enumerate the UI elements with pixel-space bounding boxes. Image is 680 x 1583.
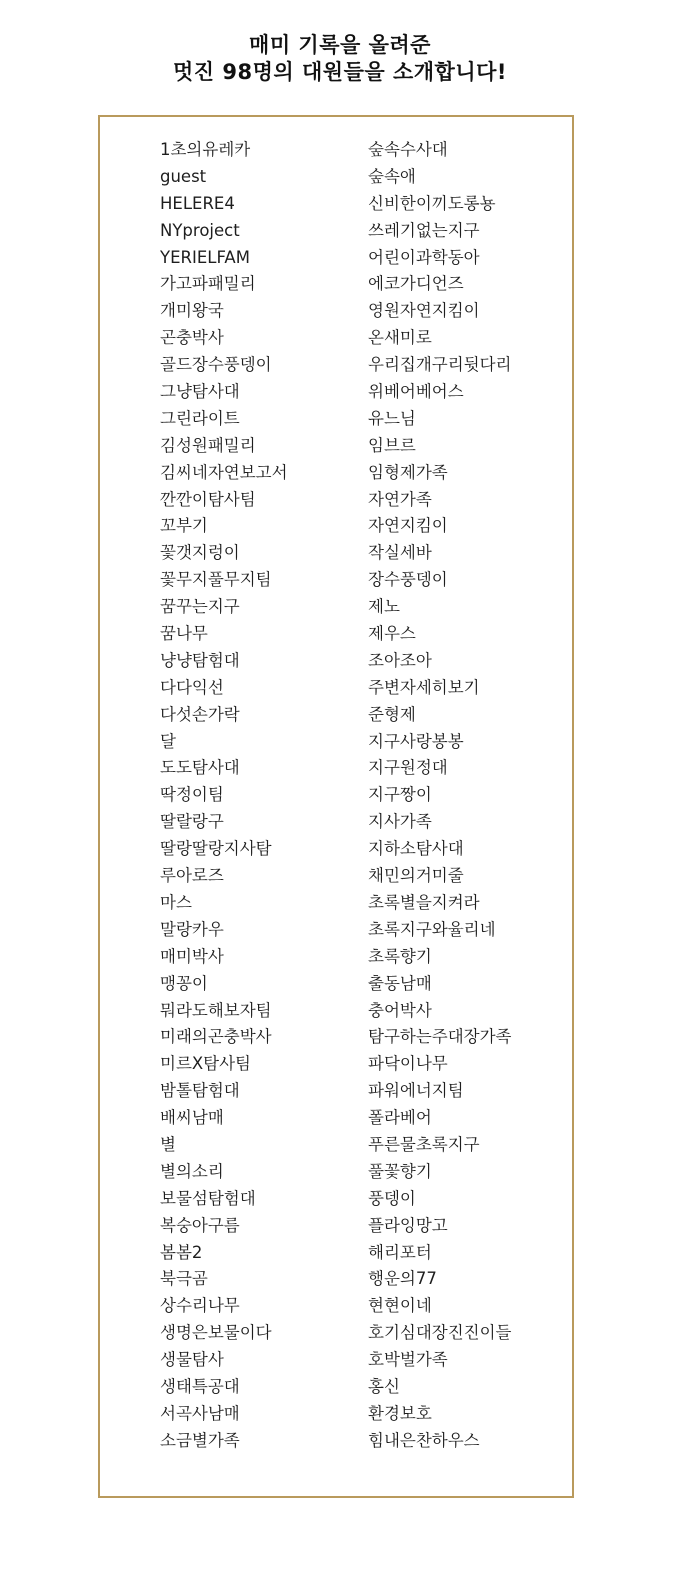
member-name: 생물탐사 — [160, 1350, 224, 1370]
member-name: 해리포터 — [368, 1242, 432, 1262]
member-name: 작실세바 — [368, 543, 432, 563]
member-name: guest — [160, 166, 207, 186]
member-name: 복숭아구름 — [160, 1215, 240, 1235]
member-name: 꽃갯지렁이 — [160, 543, 240, 563]
member-name: 탐구하는주대장가족 — [368, 1027, 512, 1047]
member-name: 마스 — [160, 892, 192, 912]
member-name: 플라잉망고 — [368, 1215, 448, 1235]
member-name: 김성원패밀리 — [160, 435, 256, 455]
member-name: 매미박사 — [160, 946, 224, 966]
member-name: 뭐라도해보자팀 — [160, 1000, 272, 1020]
member-name: 홍신 — [368, 1376, 400, 1396]
member-name: 지하소탐사대 — [368, 839, 464, 859]
member-name: NYproject — [160, 220, 240, 240]
member-name: 달 — [160, 731, 176, 751]
member-name: 배씨남매 — [160, 1108, 224, 1128]
member-name: 유느님 — [368, 408, 416, 428]
member-name: 지구원정대 — [368, 758, 448, 778]
member-name: 지구짱이 — [368, 785, 432, 805]
member-name: 어린이과학동아 — [368, 247, 480, 267]
member-name: 파닥이나무 — [368, 1054, 448, 1074]
member-name: 그냥탐사대 — [160, 382, 240, 402]
member-name: 힘내은찬하우스 — [368, 1430, 480, 1450]
member-name: 미래의곤충박사 — [160, 1027, 272, 1047]
member-name: 제노 — [368, 597, 400, 617]
member-name: 자연지킴이 — [368, 516, 448, 536]
member-name: 냥냥탐험대 — [160, 650, 240, 670]
heading-line-1: 매미 기록을 올려준 — [249, 33, 431, 57]
member-name: 환경보호 — [368, 1403, 432, 1423]
member-name: 깐깐이탐사팀 — [160, 489, 256, 509]
member-name: 에코가디언즈 — [368, 274, 464, 294]
member-name: 밤톨탐험대 — [160, 1081, 240, 1101]
member-name: 말랑카우 — [160, 919, 224, 939]
member-name: 딱정이팀 — [160, 785, 224, 805]
member-list-left-column — [160, 137, 288, 1455]
member-name: 푸른물초록지구 — [368, 1134, 480, 1154]
member-name: 출동남매 — [368, 973, 432, 993]
member-name: 온새미로 — [368, 328, 432, 348]
member-name: 곤충박사 — [160, 328, 224, 348]
member-list-frame — [98, 115, 574, 1498]
member-name: 다다익선 — [160, 677, 224, 697]
member-name: 위베어베어스 — [368, 382, 464, 402]
member-name: YERIELFAM — [160, 247, 250, 267]
member-name: 생태특공대 — [160, 1376, 240, 1396]
member-name: 다섯손가락 — [160, 704, 240, 724]
member-name: 북극곰 — [160, 1269, 208, 1289]
member-name: 호박벌가족 — [368, 1350, 448, 1370]
page-heading — [0, 32, 680, 86]
member-list-right-column — [368, 137, 511, 1455]
member-name: 임형제가족 — [368, 462, 448, 482]
member-name: 준형제 — [368, 704, 416, 724]
member-name: 보물섬탐험대 — [160, 1188, 256, 1208]
member-name: 별의소리 — [160, 1161, 224, 1181]
member-name: 꽃무지풀무지팀 — [160, 570, 272, 590]
member-name: 초록별을지켜라 — [368, 892, 480, 912]
member-name: 생명은보물이다 — [160, 1323, 272, 1343]
member-name: 초록지구와율리네 — [368, 919, 496, 939]
member-name: 봄봄2 — [160, 1242, 203, 1262]
member-name: 임브르 — [368, 435, 416, 455]
member-name: 딸랑딸랑지사탐 — [160, 839, 272, 859]
member-name: 숲속수사대 — [368, 140, 448, 159]
member-name: 영원자연지킴이 — [368, 301, 480, 321]
member-name: HELERE4 — [160, 193, 235, 213]
member-name: 신비한이끼도롱뇽 — [368, 193, 496, 213]
member-name: 호기심대장진진이들 — [368, 1323, 512, 1343]
member-name: 꼬부기 — [160, 516, 208, 536]
member-name: 충어박사 — [368, 1000, 432, 1020]
member-name: 쓰레기없는지구 — [368, 220, 480, 240]
member-name: 가고파패밀리 — [160, 274, 256, 294]
member-name: 주변자세히보기 — [368, 677, 480, 697]
member-name: 우리집개구리뒷다리 — [368, 355, 512, 375]
member-name: 개미왕국 — [160, 301, 224, 321]
member-name: 김씨네자연보고서 — [160, 462, 288, 482]
member-name: 제우스 — [368, 624, 416, 644]
member-name: 지사가족 — [368, 812, 432, 832]
member-name: 조아조아 — [368, 650, 432, 670]
member-name: 현현이네 — [368, 1296, 432, 1316]
member-name: 파워에너지팀 — [368, 1081, 464, 1101]
member-name: 1초의유레카 — [160, 140, 251, 159]
heading-line-2: 멋진 98명의 대원들을 소개합니다! — [173, 60, 507, 84]
member-name: 딸랄랑구 — [160, 812, 224, 832]
member-name: 자연가족 — [368, 489, 432, 509]
member-name: 지구사랑봉봉 — [368, 731, 464, 751]
member-name: 소금별가족 — [160, 1430, 240, 1450]
member-name: 맹꽁이 — [160, 973, 208, 993]
member-name: 골드장수풍뎅이 — [160, 355, 272, 375]
member-name: 폴라베어 — [368, 1108, 432, 1128]
member-name: 별 — [160, 1134, 176, 1154]
member-name: 초록향기 — [368, 946, 432, 966]
member-name: 꿈꾸는지구 — [160, 597, 240, 617]
member-name: 풀꽃향기 — [368, 1161, 432, 1181]
member-name: 상수리나무 — [160, 1296, 240, 1316]
member-name: 미르X탐사팀 — [160, 1054, 251, 1074]
member-name: 풍뎅이 — [368, 1188, 416, 1208]
member-name: 꿈나무 — [160, 624, 208, 644]
member-name: 숲속애 — [368, 166, 416, 186]
member-name: 행운의77 — [368, 1269, 437, 1289]
member-name: 도도탐사대 — [160, 758, 240, 778]
member-name: 채민의거미줄 — [368, 866, 464, 886]
member-name: 장수풍뎅이 — [368, 570, 448, 590]
member-name: 그린라이트 — [160, 408, 240, 428]
member-name: 서곡사남매 — [160, 1403, 240, 1423]
member-name: 루아로즈 — [160, 866, 224, 886]
